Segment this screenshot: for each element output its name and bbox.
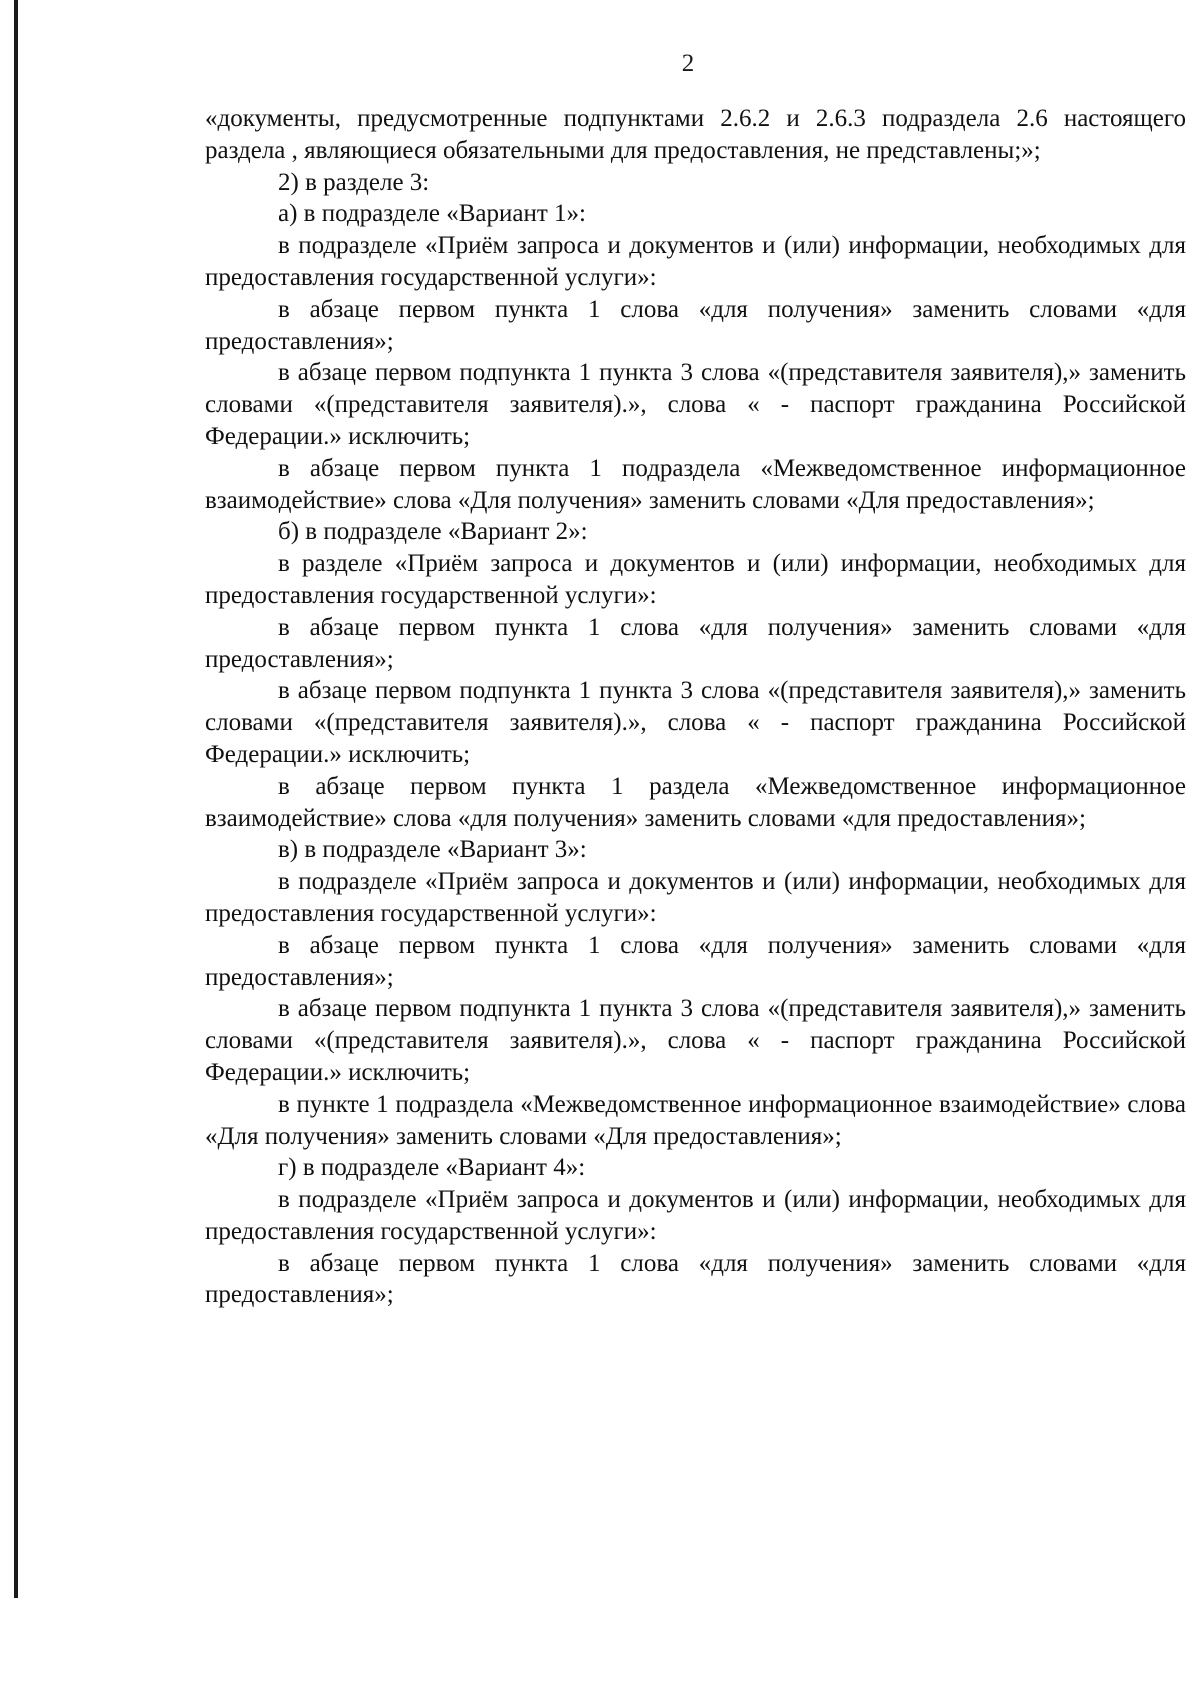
paragraph: в абзаце первом пункта 1 подраздела «Межведомственное информационное взаимодействие» слова «Для получения» заменить словами «Для предоставления»; [205, 454, 1186, 514]
paragraph: «документы, предусмотренные подпунктами 2.6.2 и 2.6.3 подраздела 2.6 настоящего раздела , являющиеся обязательными для предоставления, не представлены;»; [205, 105, 1186, 164]
paragraph: в пункте 1 подраздела «Межведомственное информационное взаимодействие» слова «Для получения» заменить словами «Для предоставления»; [205, 1090, 1186, 1150]
paragraph: в абзаце первом подпункта 1 пункта 3 слова «(представителя заявителя),» заменить словами «(представителя заявителя).», слова « - паспорт гражданина Российской Федерации.» исключить; [205, 359, 1186, 450]
paragraph: в абзаце первом пункта 1 слова «для получения» заменить словами «для предоставления»; [205, 1249, 1186, 1309]
paragraph: в абзаце первом подпункта 1 пункта 3 слова «(представителя заявителя),» заменить словами «(представителя заявителя).», слова « - паспорт гражданина Российской Федерации.» исключить; [205, 995, 1186, 1086]
paragraph: в подразделе «Приём запроса и документов и (или) информации, необходимых для предоставления государственной услуги»: [205, 1186, 1186, 1245]
paragraph: г) в подразделе «Вариант 4»: [278, 1154, 586, 1182]
page-number: 2 [681, 50, 695, 77]
paragraph: в абзаце первом пункта 1 слова «для получения» заменить словами «для предоставления»; [205, 295, 1186, 355]
paragraph: в абзаце первом подпункта 1 пункта 3 слова «(представителя заявителя),» заменить словами «(представителя заявителя).», слова « - паспорт гражданина Российской Федерации.» исключить; [205, 677, 1186, 768]
paragraph: в абзаце первом пункта 1 слова «для получения» заменить словами «для предоставления»; [205, 931, 1186, 991]
paragraph: в абзаце первом пункта 1 раздела «Межведомственное информационное взаимодействие» слова «для получения» заменить словами «для предоставления»; [205, 772, 1186, 832]
document-body [205, 103, 1186, 1311]
paragraph: в разделе «Приём запроса и документов и (или) информации, необходимых для предоставления государственной услуги»: [205, 550, 1186, 609]
paragraph: а) в подразделе «Вариант 1»: [278, 200, 587, 228]
paragraph: б) в подразделе «Вариант 2»: [278, 518, 588, 546]
paragraph: 2) в разделе 3: [278, 168, 430, 196]
paragraph: в) в подразделе «Вариант 3»: [278, 836, 587, 864]
paragraph: в абзаце первом пункта 1 слова «для получения» заменить словами «для предоставления»; [205, 613, 1186, 673]
paragraph: в подразделе «Приём запроса и документов и (или) информации, необходимых для предоставления государственной услуги»: [205, 232, 1186, 291]
paragraph: в подразделе «Приём запроса и документов и (или) информации, необходимых для предоставления государственной услуги»: [205, 868, 1186, 927]
scan-edge-line [14, 0, 18, 1598]
